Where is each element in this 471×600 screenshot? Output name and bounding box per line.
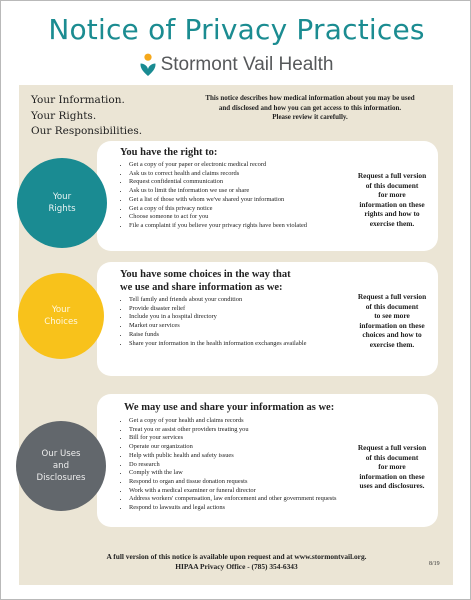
note-line: information on these	[359, 320, 425, 330]
circle-label: Disclosures	[36, 473, 86, 483]
choices-list	[117, 296, 359, 348]
list-item: • Help with public health and safety issues	[129, 452, 359, 461]
list-item: • Tell family and friends about your condition	[129, 296, 359, 305]
list-item: • Request confidential communication	[129, 178, 359, 187]
footer-contact: HIPAA Privacy Office - (785) 354-6343	[175, 562, 298, 571]
note-line: of this document	[365, 180, 419, 190]
list-item: • Get a copy of your paper or electronic medical record	[129, 161, 359, 170]
list-item: • Provide disaster relief	[129, 305, 359, 314]
intro-line: Our Responsibilities.	[31, 125, 143, 137]
list-item: • Address workers' compensation, law enforcement and other government requests	[129, 495, 359, 504]
choices-heading-line: we use and share information as we:	[120, 282, 283, 293]
note-line: Request a full version	[357, 171, 427, 180]
note-line: exercise them.	[369, 339, 415, 349]
note-line: rights and how to	[364, 209, 420, 219]
list-item: • Respond to lawsuits and legal actions	[129, 504, 359, 513]
brand-name: Stormont Vail Health	[160, 54, 334, 75]
rights-circle	[17, 158, 107, 248]
note-line: uses and disclosures.	[359, 481, 425, 491]
choices-heading	[120, 268, 291, 294]
page-title: Notice of Privacy Practices	[48, 13, 425, 46]
list-item: • Operate our organization	[129, 443, 359, 452]
circle-label: Your	[51, 305, 71, 315]
intro-tagline	[31, 93, 181, 140]
note-line: exercise them.	[369, 218, 415, 228]
list-item: • Include you in a hospital directory	[129, 313, 359, 322]
note-line: information on these	[359, 199, 425, 209]
uses-list	[117, 417, 359, 513]
list-item: • Get a copy of this privacy notice	[129, 205, 359, 214]
note-line: Request a full version	[357, 292, 427, 301]
uses-heading	[124, 401, 334, 414]
list-item: • Get a copy of your health and claims records	[129, 417, 359, 426]
list-item: • File a complaint if you believe your privacy rights have been violated	[129, 222, 359, 231]
uses-card	[97, 394, 438, 527]
list-item: • Comply with the law	[129, 469, 359, 478]
intro-note-line: and disclosed and how you can get access to this information.	[218, 103, 402, 112]
intro-note-line: This notice describes how medical information about you may be used	[205, 94, 415, 102]
choices-request-note	[350, 292, 434, 350]
circle-label: Our Uses	[41, 449, 81, 459]
choices-card	[97, 262, 438, 376]
note-line: choices and how to	[362, 330, 422, 340]
choices-circle	[18, 273, 104, 359]
note-line: for more	[378, 190, 406, 200]
circle-label: Your	[52, 192, 72, 202]
note-line: Request a full version	[357, 443, 427, 452]
circle-label: Choices	[44, 317, 78, 327]
list-item: • Get a list of those with whom we've shared your information	[129, 196, 359, 205]
circle-label: and	[52, 461, 70, 471]
intro-line: Your Rights.	[31, 109, 97, 122]
intro-note	[175, 94, 445, 123]
note-line: of this document	[365, 301, 419, 311]
brand-header	[1, 51, 471, 79]
footer-availability: A full version of this notice is available upon request and at www.stormontvail.org.	[106, 552, 367, 561]
rights-heading-line: You have the right to:	[120, 147, 218, 158]
intro-line: Your Information.	[31, 94, 125, 106]
note-line: for more	[378, 462, 406, 472]
stormont-vail-logo-icon	[140, 53, 156, 77]
rights-card	[97, 141, 438, 251]
intro-note-line: Please review it carefully.	[272, 113, 348, 121]
rights-heading	[120, 146, 217, 159]
list-item: • Treat you or assist other providers treating you	[129, 426, 359, 435]
uses-heading-line: We may use and share your information as we:	[124, 402, 335, 413]
note-line: information on these	[359, 471, 425, 481]
list-item: • Raise funds	[129, 331, 359, 340]
list-item: • Respond to organ and tissue donation requests	[129, 478, 359, 487]
list-item: • Choose someone to act for you	[129, 213, 359, 222]
note-line: of this document	[365, 452, 419, 462]
note-line: to see more	[374, 311, 410, 321]
revision-date: 8/19	[429, 561, 440, 567]
choices-heading-line: You have some choices in the way that	[120, 269, 291, 280]
list-item: • Bill for your services	[129, 434, 359, 443]
footer	[1, 552, 471, 572]
rights-request-note	[350, 171, 434, 229]
circle-label: Rights	[48, 204, 76, 214]
list-item: • Ask us to limit the information we use or share	[129, 187, 359, 196]
list-item: • Market our services	[129, 322, 359, 331]
uses-circle	[16, 421, 106, 511]
rights-list	[117, 161, 359, 231]
list-item: • Do research	[129, 461, 359, 470]
list-item: • Share your information in the health information exchanges available	[129, 340, 359, 349]
uses-request-note	[350, 443, 434, 491]
list-item: • Work with a medical examiner or funeral director	[129, 487, 359, 496]
list-item: • Ask us to correct health and claims records	[129, 170, 359, 179]
